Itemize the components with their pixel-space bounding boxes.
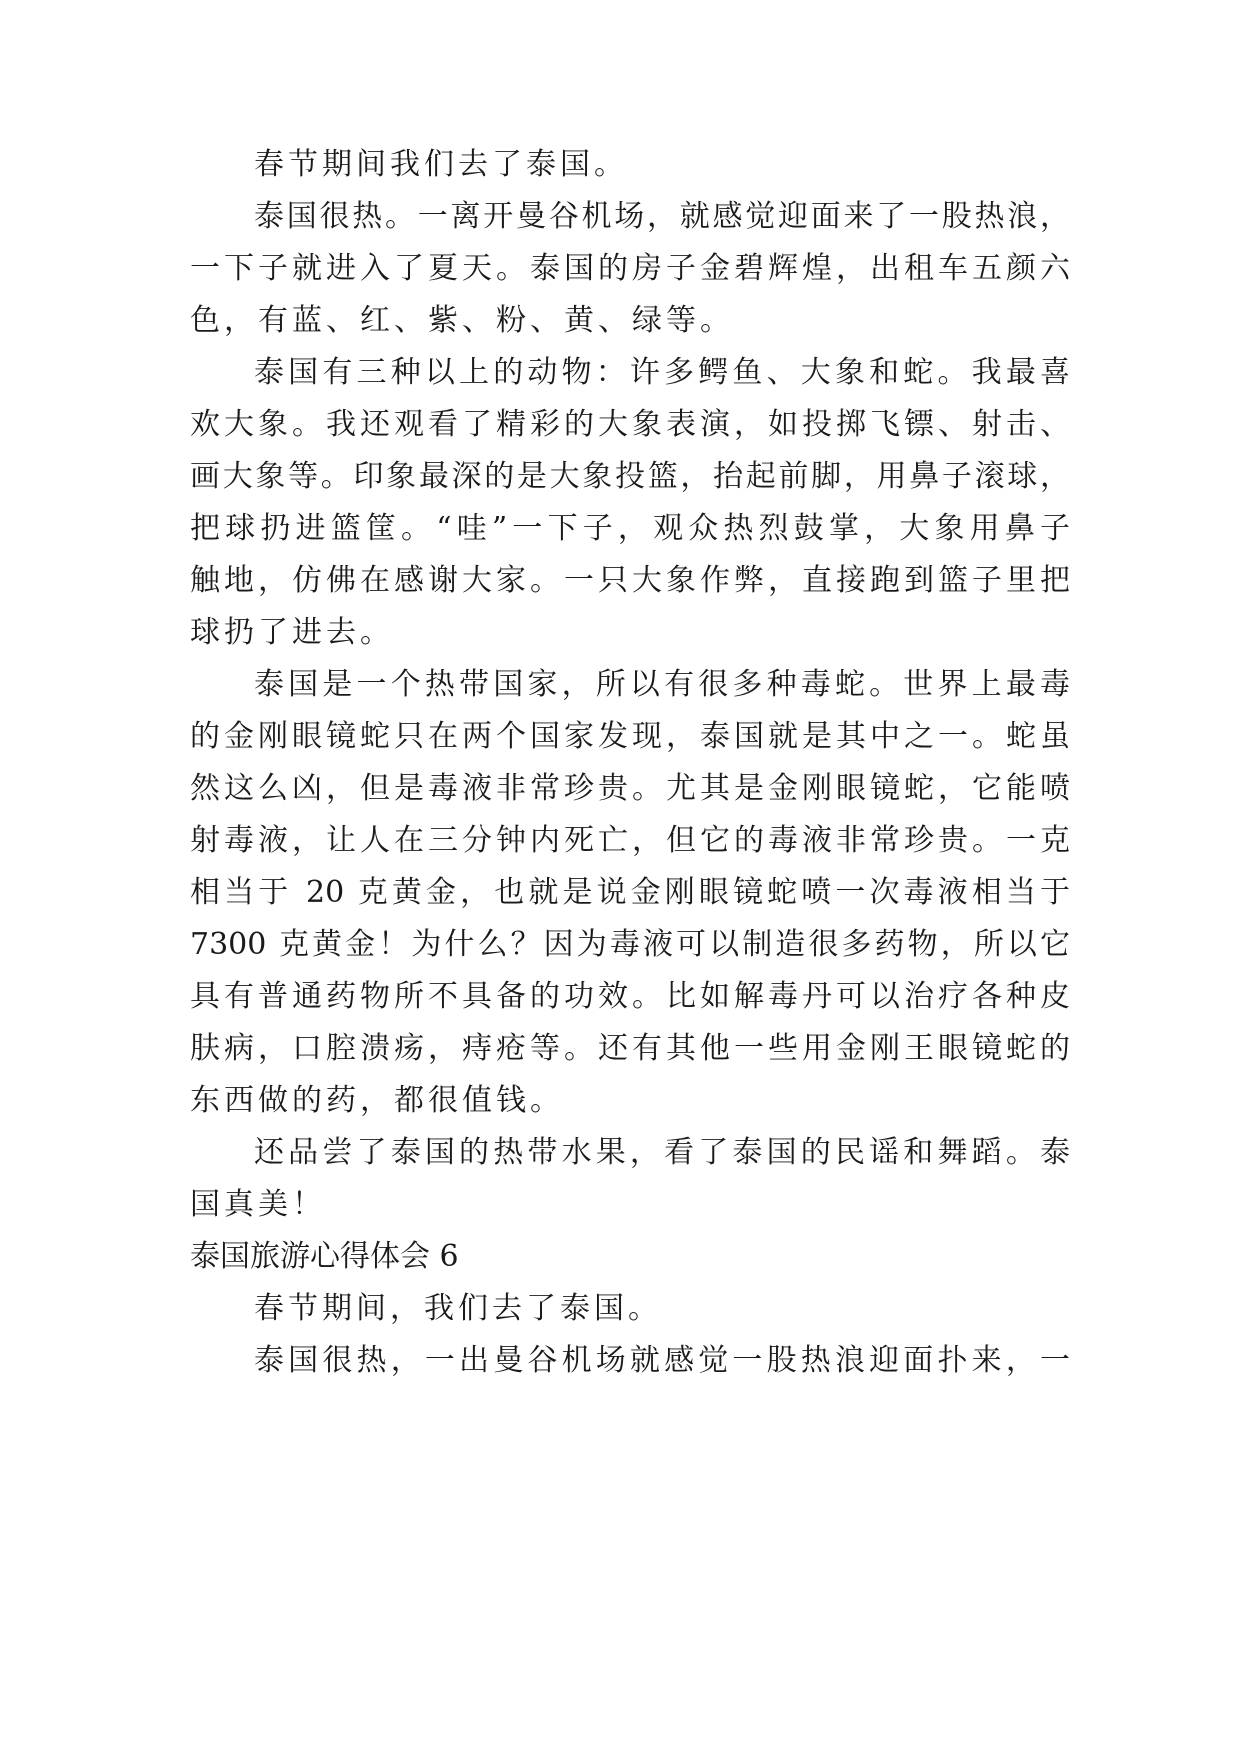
paragraph-4-line-1: 泰国是一个热带国家，所以有很多种毒蛇。世界上最毒: [254, 667, 1070, 702]
paragraph-4-line-3: 然这么凶，但是毒液非常珍贵。尤其是金刚眼镜蛇，它能喷: [190, 771, 1070, 806]
section-heading: 泰国旅游心得体会 6: [190, 1239, 459, 1274]
paragraph-3-line-6: 球扔了进去。: [190, 615, 394, 650]
paragraph-1-line-1: 春节期间我们去了泰国。: [254, 147, 628, 182]
paragraph-4-line-7: 具有普通药物所不具备的功效。比如解毒丹可以治疗各种皮: [190, 979, 1070, 1014]
paragraph-5-line-1: 还品尝了泰国的热带水果，看了泰国的民谣和舞蹈。泰: [254, 1135, 1070, 1170]
paragraph-4-line-4: 射毒液，让人在三分钟内死亡，但它的毒液非常珍贵。一克: [190, 823, 1070, 858]
paragraph-3-line-4: 把球扔进篮筐。“哇”一下子，观众热烈鼓掌，大象用鼻子: [190, 511, 1070, 546]
paragraph-3-line-2: 欢大象。我还观看了精彩的大象表演，如投掷飞镖、射击、: [190, 407, 1070, 442]
paragraph-3-line-3: 画大象等。印象最深的是大象投篮，抬起前脚，用鼻子滚球，: [190, 459, 1070, 494]
paragraph-2-line-1: 泰国很热。一离开曼谷机场，就感觉迎面来了一股热浪，: [254, 199, 1070, 234]
paragraph-4-line-6: 7300 克黄金！为什么？因为毒液可以制造很多药物，所以它: [190, 927, 1070, 962]
paragraph-2-line-3: 色，有蓝、红、紫、粉、黄、绿等。: [190, 303, 734, 338]
paragraph-3-line-1: 泰国有三种以上的动物：许多鳄鱼、大象和蛇。我最喜: [254, 355, 1070, 390]
paragraph-4-line-8: 肤病，口腔溃疡，痔疮等。还有其他一些用金刚王眼镜蛇的: [190, 1031, 1070, 1066]
paragraph-6-line-1: 春节期间，我们去了泰国。: [254, 1291, 662, 1326]
paragraph-7-line-1: 泰国很热，一出曼谷机场就感觉一股热浪迎面扑来，一: [254, 1343, 1070, 1378]
paragraph-4-line-2: 的金刚眼镜蛇只在两个国家发现，泰国就是其中之一。蛇虽: [190, 719, 1070, 754]
paragraph-4-line-5: 相当于 20 克黄金，也就是说金刚眼镜蛇喷一次毒液相当于: [190, 875, 1070, 910]
paragraph-2-line-2: 一下子就进入了夏天。泰国的房子金碧辉煌，出租车五颜六: [190, 251, 1070, 286]
paragraph-4-line-9: 东西做的药，都很值钱。: [190, 1083, 564, 1118]
paragraph-5-line-2: 国真美！: [190, 1187, 326, 1222]
paragraph-3-line-5: 触地，仿佛在感谢大家。一只大象作弊，直接跑到篮子里把: [190, 563, 1070, 598]
